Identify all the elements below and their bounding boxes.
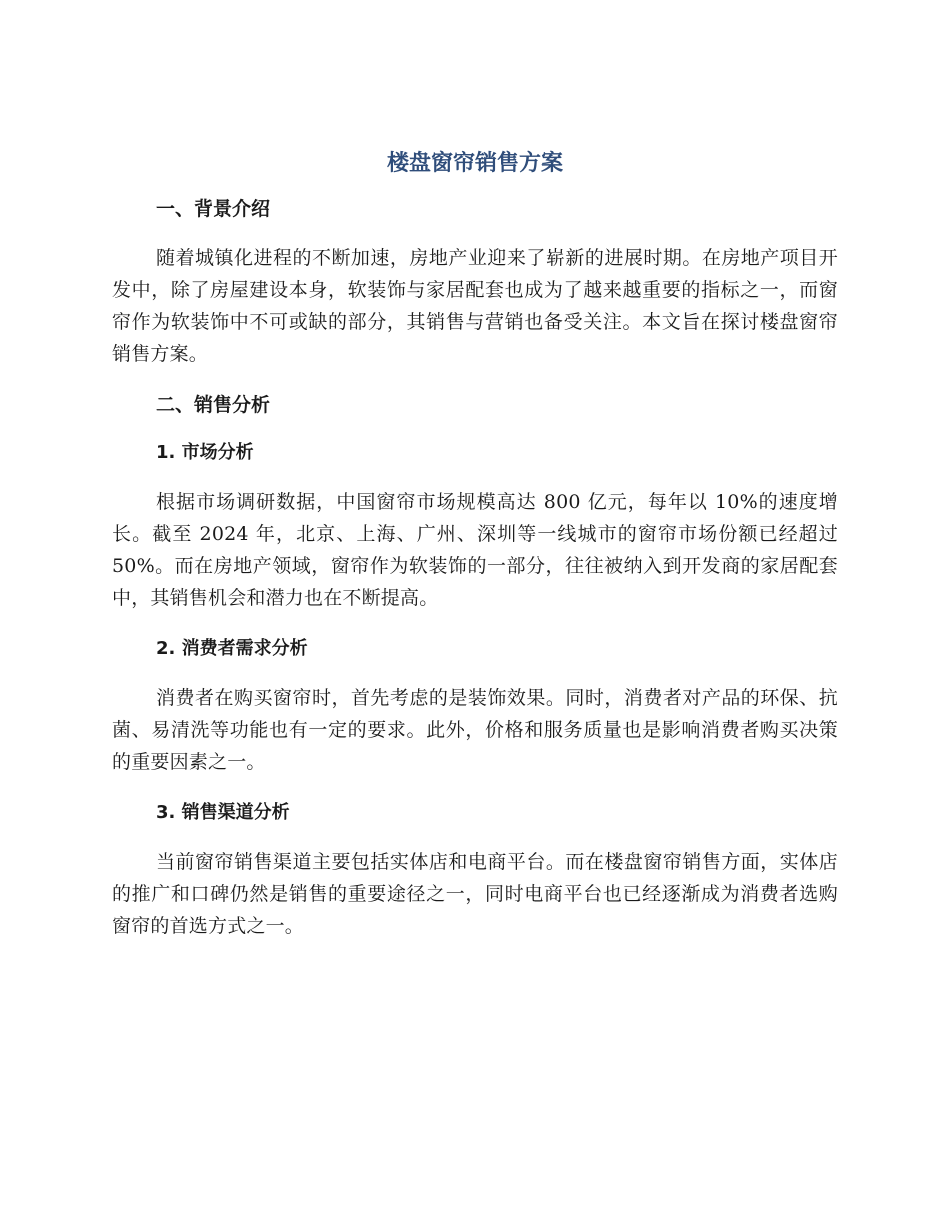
document-page (112, 148, 838, 962)
subsection-heading-channel: 3. 销售渠道分析 (156, 802, 290, 823)
consumer-paragraph: 消费者在购买窗帘时，首先考虑的是装饰效果。同时，消费者对产品的环保、抗菌、易清洗等功能也有一定的要求。此外，价格和服务质量也是影响消费者购买决策的重要因素之一。 (112, 687, 838, 773)
section-heading-background: 一、背景介绍 (156, 198, 271, 220)
document-title: 楼盘窗帘销售方案 (386, 151, 563, 176)
background-paragraph: 随着城镇化进程的不断加速，房地产业迎来了崭新的进展时期。在房地产项目开发中，除了房屋建设本身，软装饰与家居配套也成为了越来越重要的指标之一，而窗帘作为软装饰中不可或缺的部分，其销售与营销也备受关注。本文旨在探讨楼盘窗帘销售方案。 (112, 247, 838, 365)
section-heading-analysis: 二、销售分析 (156, 394, 271, 416)
subsection-heading-consumer: 2. 消费者需求分析 (156, 638, 308, 659)
market-paragraph: 根据市场调研数据，中国窗帘市场规模高达 800 亿元，每年以 10%的速度增长。截至 2024 年，北京、上海、广州、深圳等一线城市的窗帘市场份额已经超过 50%。而在房地产领域，窗帘作为软装饰的一部分，往往被纳入到开发商的家居配套中，其销售机会和潜力也在不断提高。 (112, 491, 838, 609)
channel-paragraph: 当前窗帘销售渠道主要包括实体店和电商平台。而在楼盘窗帘销售方面，实体店的推广和口碑仍然是销售的重要途径之一，同时电商平台也已经逐渐成为消费者选购窗帘的首选方式之一。 (112, 851, 838, 937)
subsection-heading-market: 1. 市场分析 (156, 442, 254, 463)
